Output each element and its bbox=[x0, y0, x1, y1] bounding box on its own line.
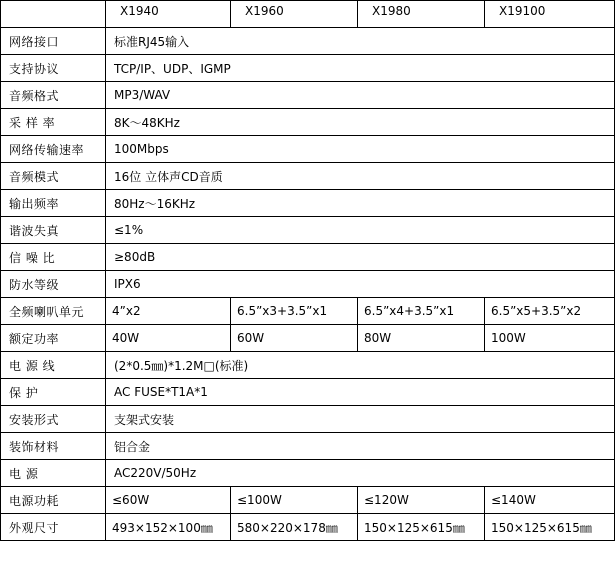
row-value: 16位 立体声CD音质 bbox=[106, 163, 615, 190]
row-value: 标准RJ45输入 bbox=[106, 28, 615, 55]
spec-row-waterproof bbox=[1, 271, 615, 298]
row-label: 装饰材料 bbox=[1, 433, 106, 460]
row-value: ≥80dB bbox=[106, 244, 615, 271]
row-value: 80Hz～16KHz bbox=[106, 190, 615, 217]
model-value-cell: 150×125×615㎜ bbox=[485, 514, 615, 541]
spec-row-dimensions bbox=[1, 514, 615, 541]
row-value: AC220V/50Hz bbox=[106, 460, 615, 487]
spec-row-power-supply bbox=[1, 460, 615, 487]
row-label: 输出频率 bbox=[1, 190, 106, 217]
model-value-cell: 40W bbox=[106, 325, 231, 352]
model-value-cell: 100W bbox=[485, 325, 615, 352]
spec-row-audio-mode bbox=[1, 163, 615, 190]
spec-row-snr bbox=[1, 244, 615, 271]
row-value: (2*0.5㎜)*1.2M□(标准) bbox=[106, 352, 615, 379]
model-value-cell: 580×220×178㎜ bbox=[231, 514, 358, 541]
row-value: MP3/WAV bbox=[106, 82, 615, 109]
row-value: TCP/IP、UDP、IGMP bbox=[106, 55, 615, 82]
row-label: 音频模式 bbox=[1, 163, 106, 190]
row-value: 支架式安装 bbox=[106, 406, 615, 433]
row-label: 电 源 bbox=[1, 460, 106, 487]
row-label: 电 源 线 bbox=[1, 352, 106, 379]
row-value: IPX6 bbox=[106, 271, 615, 298]
model-value-cell: ≤140W bbox=[485, 487, 615, 514]
row-label: 支持协议 bbox=[1, 55, 106, 82]
model-value-cell: 150×125×615㎜ bbox=[358, 514, 485, 541]
row-label: 网络传输速率 bbox=[1, 136, 106, 163]
model-value-cell: ≤60W bbox=[106, 487, 231, 514]
row-label: 音频格式 bbox=[1, 82, 106, 109]
model-header-cell: X19100 bbox=[485, 1, 615, 28]
model-value-cell: ≤120W bbox=[358, 487, 485, 514]
row-label: 安装形式 bbox=[1, 406, 106, 433]
row-value: ≤1% bbox=[106, 217, 615, 244]
spec-row-protection bbox=[1, 379, 615, 406]
spec-row-sample-rate bbox=[1, 109, 615, 136]
spec-row-material bbox=[1, 433, 615, 460]
spec-row-rated-power bbox=[1, 325, 615, 352]
header-corner-cell bbox=[1, 1, 106, 28]
spec-row-transfer-rate bbox=[1, 136, 615, 163]
row-value: 100Mbps bbox=[106, 136, 615, 163]
row-value: 铝合金 bbox=[106, 433, 615, 460]
row-value: AC FUSE*T1A*1 bbox=[106, 379, 615, 406]
spec-row-harmonic-distortion bbox=[1, 217, 615, 244]
spec-row-power-cord bbox=[1, 352, 615, 379]
spec-row-speaker-unit bbox=[1, 298, 615, 325]
model-value-cell: 6.5”x4+3.5”x1 bbox=[358, 298, 485, 325]
model-value-cell: 6.5”x5+3.5”x2 bbox=[485, 298, 615, 325]
model-value-cell: 80W bbox=[358, 325, 485, 352]
model-header-cell: X1940 bbox=[106, 1, 231, 28]
model-value-cell: 6.5”x3+3.5”x1 bbox=[231, 298, 358, 325]
row-value: 8K～48KHz bbox=[106, 109, 615, 136]
spec-row-network-interface bbox=[1, 28, 615, 55]
model-value-cell: 60W bbox=[231, 325, 358, 352]
spec-row-installation bbox=[1, 406, 615, 433]
row-label: 额定功率 bbox=[1, 325, 106, 352]
model-value-cell: 493×152×100㎜ bbox=[106, 514, 231, 541]
row-label: 网络接口 bbox=[1, 28, 106, 55]
model-value-cell: ≤100W bbox=[231, 487, 358, 514]
model-header-cell: X1980 bbox=[358, 1, 485, 28]
header-row bbox=[1, 1, 615, 28]
spec-row-power-consumption bbox=[1, 487, 615, 514]
row-label: 电源功耗 bbox=[1, 487, 106, 514]
row-label: 保 护 bbox=[1, 379, 106, 406]
row-label: 外观尺寸 bbox=[1, 514, 106, 541]
spec-row-output-frequency bbox=[1, 190, 615, 217]
row-label: 谐波失真 bbox=[1, 217, 106, 244]
model-header-cell: X1960 bbox=[231, 1, 358, 28]
row-label: 采 样 率 bbox=[1, 109, 106, 136]
model-value-cell: 4”x2 bbox=[106, 298, 231, 325]
row-label: 全频喇叭单元 bbox=[1, 298, 106, 325]
row-label: 信 噪 比 bbox=[1, 244, 106, 271]
spec-row-protocol bbox=[1, 55, 615, 82]
spec-row-audio-format bbox=[1, 82, 615, 109]
row-label: 防水等级 bbox=[1, 271, 106, 298]
